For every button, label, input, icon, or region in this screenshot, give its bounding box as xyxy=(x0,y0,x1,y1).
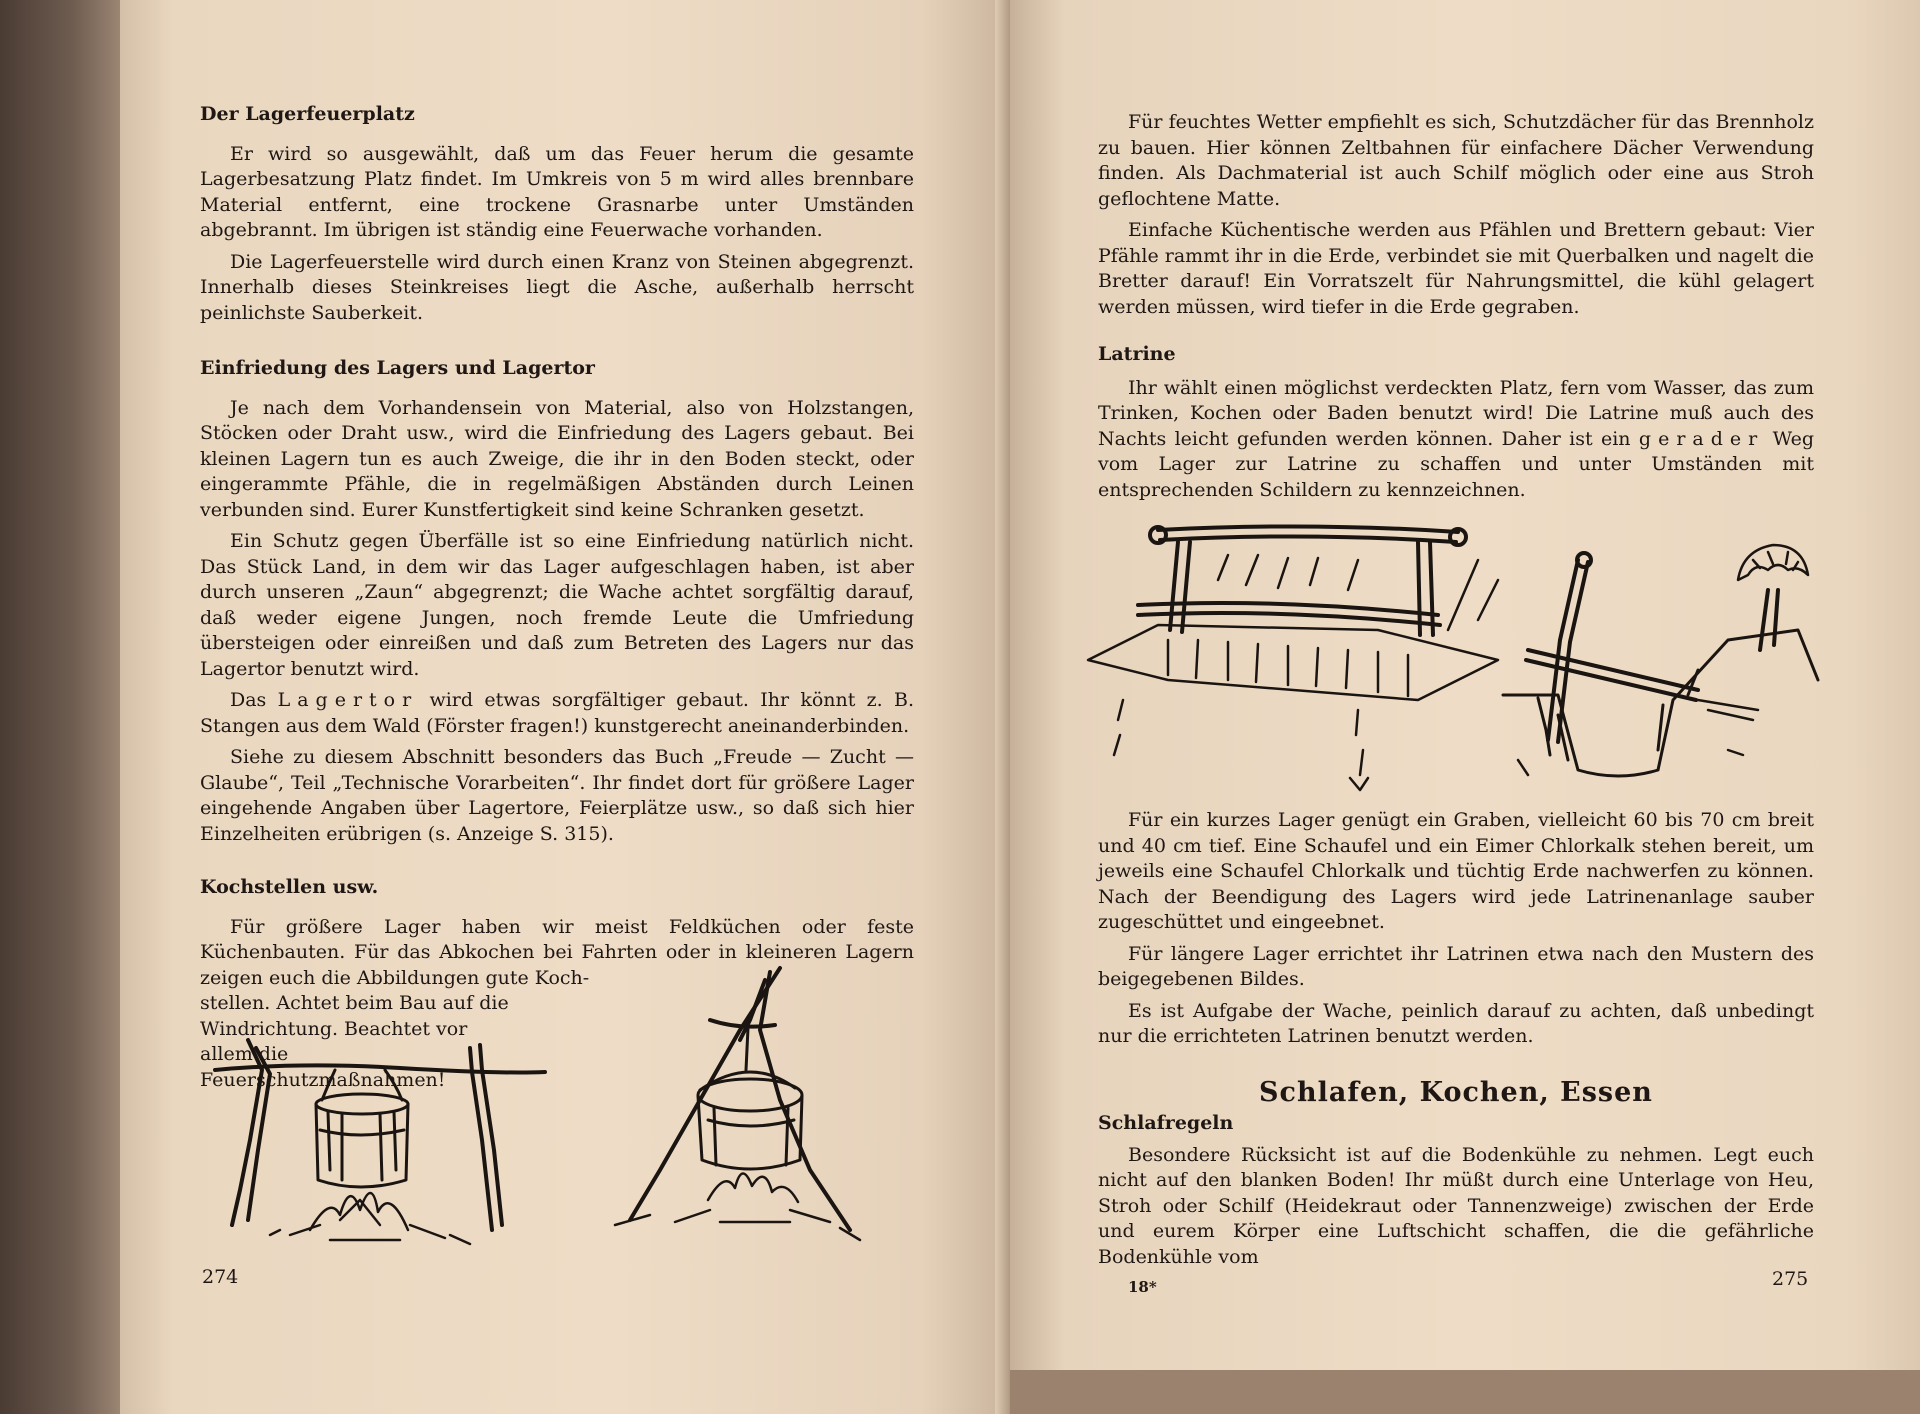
heading-einfriedung: Einfriedung des Lagers und Lagertor xyxy=(200,357,595,379)
right-page xyxy=(1010,0,1920,1414)
heading-latrine: Latrine xyxy=(1098,343,1176,365)
text-fragment: Das xyxy=(230,689,267,711)
latrine-trench-illustration xyxy=(1498,520,1828,790)
text-fragment: Weg vom Lager zur Latrine zu schaffen und unter Umständen mit entsprechenden Schildern zu kennzeichnen. xyxy=(1098,427,1814,501)
heading-schlafregeln: Schlafregeln xyxy=(1098,1112,1234,1134)
paragraph: Ein Schutz gegen Überfälle ist so eine Einfriedung natürlich nicht. Das Stück Land, in dem wir das Lager aufgeschlagen haben, ist aber durch unseren „Zaun“ abgegrenzt; die Wache achtet sorgfältig darauf, daß weder eigene Jungen, noch fremde Leute die Umfriedung übersteigen oder einreißen und daß zum Betreten des Lagers nur das Lagertor benutzt wird. xyxy=(200,530,914,680)
paragraph: Es ist Aufgabe der Wache, peinlich darauf zu achten, daß unbedingt nur die errichteten Latrinen benutzt werden. xyxy=(1098,999,1814,1047)
paragraph: Besondere Rücksicht ist auf die Bodenkühle zu nehmen. Legt euch nicht auf den blanken Boden! Ihr müßt durch eine Unterlage von Heu, Stroh oder Schilf (Heidekraut oder Tannenzweige) zwischen der Erde und eurem Körper eine Luftschicht schaffen, die die gefährliche Bodenkühle vom xyxy=(1098,1143,1814,1268)
signature-mark: 18* xyxy=(1128,1278,1157,1296)
paragraph: Siehe zu diesem Abschnitt besonders das Buch „Freude — Zucht — Glaube“, Teil „Technische Vorarbeiten“. Ihr findet dort für größere Lager eingehende Angaben über Lagertore, Feierplätze usw., so daß sich hier Einzelheiten erübrigen (s. Anzeige S. 315). xyxy=(200,746,914,845)
spaced-term: gerader xyxy=(1638,427,1765,450)
text-fragment: wird etwas sorgfältiger gebaut. Ihr könnt z. B. Stangen aus dem Wald (Förster fragen!) kunstgerecht aneinanderbinden. xyxy=(200,689,914,737)
latrine-beam-illustration xyxy=(1078,510,1518,800)
paragraph: Für längere Lager errichtet ihr Latrinen etwa nach den Mustern des beigegebenen Bildes. xyxy=(1098,942,1814,990)
page-number-left: 274 xyxy=(202,1266,239,1288)
book-edge-shadow xyxy=(0,0,120,1414)
paragraph: stellen. Achtet beim Bau auf die Windrichtung. Beachtet vor allem die Feuerschutzmaßnahmen! xyxy=(200,992,509,1091)
paragraph: Für ein kurzes Lager genügt ein Graben, vielleicht 60 bis 70 cm breit und 40 cm tief. Eine Schaufel und ein Eimer Chlorkalk stehen bereit, um jeweils eine Schaufel Chlorkalk und tüchtig Erde nachwerfen zu können. Nach der Beendigung des Lagers wird jede Latrinenanlage sauber zugeschüttet und eingeebnet. xyxy=(1098,809,1814,933)
paragraph: Für größere Lager haben wir meist Feldküchen oder feste Küchenbauten. Für das Abkochen bei Fahrten oder in kleineren Lagern zeigen euch die Abbildungen gute Koch- xyxy=(200,915,914,989)
paragraph: Je nach dem Vorhandensein von Material, also von Holzstangen, Stöcken oder Draht usw., wird die Einfriedung des Lagers gebaut. Bei kleinen Lagern tun es auch Zweige, die ihr in den Boden steckt, oder eingerammte Pfähle, die in regelmäßigen Abständen durch Leinen verbunden sind. Eurer Kunstfertigkeit sind keine Schranken gesetzt. xyxy=(200,396,914,521)
book-cover-edge xyxy=(1010,1370,1920,1414)
tripod-kettle-illustration xyxy=(590,960,880,1250)
paragraph: Einfache Küchentische werden aus Pfählen und Brettern gebaut: Vier Pfähle rammt ihr in die Erde, verbindet sie mit Querbalken und nagelt die Bretter darauf! Ein Vorratszelt für Nahrungsmittel, die kühl gelagert werden müssen, wird tiefer in die Erde gegraben. xyxy=(1098,219,1814,318)
page-number-right: 275 xyxy=(1772,1268,1809,1290)
paragraph: Für feuchtes Wetter empfiehlt es sich, Schutzdächer für das Brennholz zu bauen. Hier können Zeltbahnen für einfachere Dächer Verwendung finden. Als Dachmaterial ist auch Schilf möglich oder eine aus Stroh geflochtene Matte. xyxy=(1098,111,1814,210)
paragraph: Er wird so ausgewählt, daß um das Feuer herum die gesamte Lagerbesatzung Platz findet. Im Umkreis von 5 m wird alles brennbare Material entfernt, eine trockene Grasnarbe unter Umständen abgebrannt. Im übrigen ist ständig eine Feuerwache vorhanden. xyxy=(200,142,914,241)
left-text-column xyxy=(200,102,914,1099)
heading-lagerfeuerplatz: Der Lagerfeuerplatz xyxy=(200,103,415,125)
right-text-column-top xyxy=(1098,110,1814,509)
chapter-title: Schlafen, Kochen, Essen xyxy=(1259,1076,1653,1108)
paragraph: Die Lagerfeuerstelle wird durch einen Kranz von Steinen abgegrenzt. Innerhalb dieses Steinkreises liegt die Asche, außerhalb herrscht peinlichste Sauberkeit. xyxy=(200,250,914,324)
paragraph xyxy=(200,688,914,739)
text-fragment: Ihr wählt einen möglichst verdeckten Platz, fern vom Wasser, das zum Trinken, Kochen oder Baden benutzt wird! Die Latrine muß auch des Nachts leicht gefunden werden können. Daher ist ein xyxy=(1098,376,1814,450)
heading-kochstellen: Kochstellen usw. xyxy=(200,876,379,898)
spaced-term: Lagertor xyxy=(277,689,419,711)
paragraph xyxy=(1098,376,1814,504)
crossbar-cooking-fire-illustration xyxy=(210,1030,550,1260)
left-page xyxy=(120,0,1010,1414)
right-text-column-bottom xyxy=(1098,808,1814,1276)
